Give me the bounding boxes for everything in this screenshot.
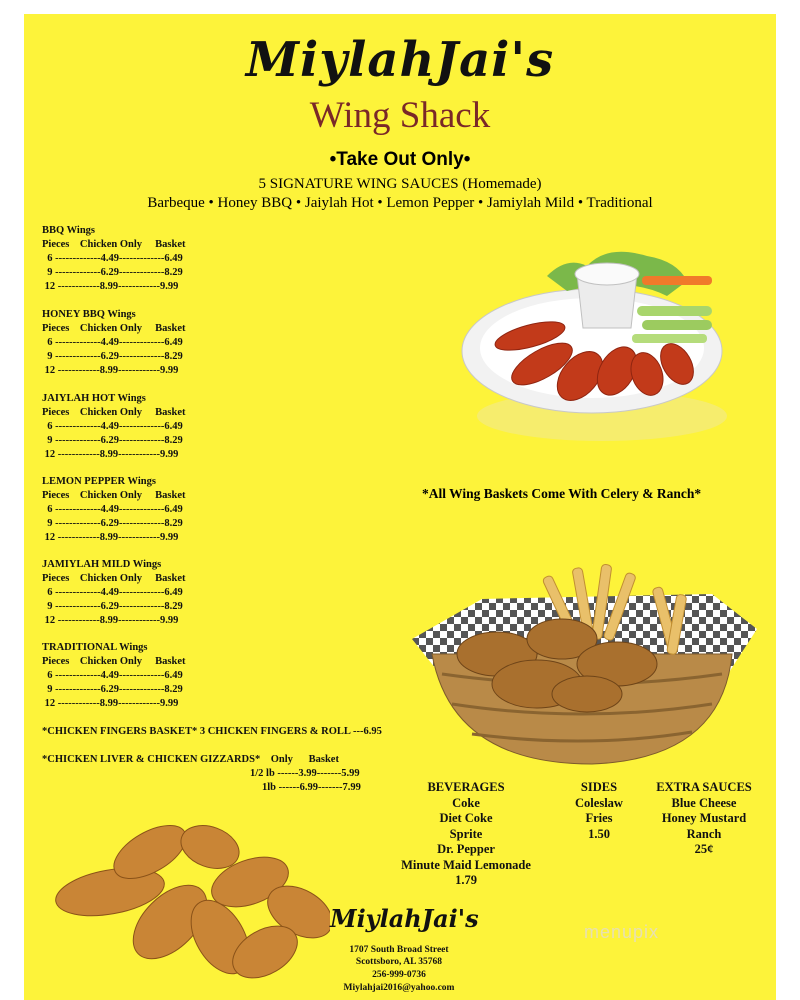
wing-section-bbq xyxy=(42,224,186,294)
extra-sauces-column xyxy=(646,780,762,858)
chicken-fingers-line: *CHICKEN FINGERS BASKET* 3 CHICKEN FINGERS & ROLL ---6.95 xyxy=(42,726,382,737)
wing-price-header: Pieces Chicken Only Basket xyxy=(42,573,186,584)
takeout-notice: •Take Out Only• xyxy=(329,149,471,170)
wing-price-row: 6 -------------4.49-------------6.49 xyxy=(42,670,183,681)
footer-city: Scottsboro, AL 35768 xyxy=(355,957,443,967)
beverage-item: Coke xyxy=(452,795,480,810)
sides-price: 1.50 xyxy=(588,826,610,841)
wing-section-lemon-pepper xyxy=(42,475,186,545)
wing-section-title: HONEY BBQ Wings xyxy=(42,309,136,320)
signature-sauces-list: Barbeque • Honey BBQ • Jaiylah Hot • Lemon Pepper • Jamiylah Mild • Traditional xyxy=(147,195,653,211)
wing-price-row: 12 ------------8.99------------9.99 xyxy=(42,365,179,376)
wing-price-header: Pieces Chicken Only Basket xyxy=(42,490,186,501)
wing-section-jaiylah-hot xyxy=(42,392,186,462)
wing-price-row: 12 ------------8.99------------9.99 xyxy=(42,698,179,709)
wing-price-row: 9 -------------6.29-------------8.29 xyxy=(42,601,183,612)
beverages-title: BEVERAGES xyxy=(427,780,505,794)
footer-email: Miylahjai2016@yahoo.com xyxy=(343,983,455,993)
beverages-column xyxy=(384,780,548,889)
wing-section-honey-bbq xyxy=(42,308,186,378)
wing-section-title: JAIYLAH HOT Wings xyxy=(42,393,146,404)
wing-price-header: Pieces Chicken Only Basket xyxy=(42,239,186,250)
wing-section-title: BBQ Wings xyxy=(42,225,96,236)
footer-address: 1707 South Broad Street xyxy=(349,945,449,955)
liver-gizzards-title: *CHICKEN LIVER & CHICKEN GIZZARDS* Only Basket xyxy=(42,754,339,765)
watermark: menupix xyxy=(584,922,660,942)
wing-section-jamiylah-mild xyxy=(42,558,186,628)
beverage-item: Minute Maid Lemonade xyxy=(401,857,531,872)
fried-wings-image xyxy=(50,802,330,992)
liver-price-row: 1/2 lb ------3.99-------5.99 xyxy=(250,768,360,779)
wing-section-traditional xyxy=(42,641,186,711)
wing-price-header: Pieces Chicken Only Basket xyxy=(42,323,186,334)
wing-price-row: 12 ------------8.99------------9.99 xyxy=(42,281,179,292)
wing-price-row: 9 -------------6.29-------------8.29 xyxy=(42,267,183,278)
side-item: Fries xyxy=(585,811,613,825)
restaurant-title: MiylahJai's xyxy=(245,32,555,88)
wing-price-row: 9 -------------6.29-------------8.29 xyxy=(42,518,183,529)
beverage-item: Diet Coke xyxy=(439,811,493,825)
wing-price-row: 6 -------------4.49-------------6.49 xyxy=(42,337,183,348)
wing-price-row: 6 -------------4.49-------------6.49 xyxy=(42,587,183,598)
wing-price-row: 12 ------------8.99------------9.99 xyxy=(42,449,179,460)
wing-price-header: Pieces Chicken Only Basket xyxy=(42,656,186,667)
footer-restaurant-name: MiylahJai's xyxy=(330,904,479,933)
liver-price-row: 1lb ------6.99-------7.99 xyxy=(262,782,361,793)
menu-page xyxy=(24,14,776,1000)
extra-sauce-item: Blue Cheese xyxy=(671,795,737,810)
extra-sauces-price: 25¢ xyxy=(694,842,714,856)
basket-note: *All Wing Baskets Come With Celery & Ranch* xyxy=(422,486,702,501)
wing-price-row: 9 -------------6.29-------------8.29 xyxy=(42,684,183,695)
wing-price-row: 12 ------------8.99------------9.99 xyxy=(42,615,179,626)
wing-price-row: 9 -------------6.29-------------8.29 xyxy=(42,435,183,446)
beverages-price: 1.79 xyxy=(455,873,477,887)
wing-section-title: JAMIYLAH MILD Wings xyxy=(42,559,162,570)
wing-price-row: 6 -------------4.49-------------6.49 xyxy=(42,253,183,264)
sides-column xyxy=(554,780,644,842)
footer-phone: 256-999-0736 xyxy=(372,970,426,980)
restaurant-subtitle: Wing Shack xyxy=(309,95,491,136)
extra-sauces-title: EXTRA SAUCES xyxy=(656,780,752,794)
beverage-item: Dr. Pepper xyxy=(437,842,495,856)
extra-sauce-item: Ranch xyxy=(686,826,722,841)
wing-price-row: 6 -------------4.49-------------6.49 xyxy=(42,421,183,432)
wing-price-row: 6 -------------4.49-------------6.49 xyxy=(42,504,183,515)
sides-title: SIDES xyxy=(580,780,618,794)
extra-sauce-item: Honey Mustard xyxy=(661,811,747,825)
wings-plate-image xyxy=(452,236,752,456)
wing-price-header: Pieces Chicken Only Basket xyxy=(42,407,186,418)
wing-price-row: 9 -------------6.29-------------8.29 xyxy=(42,351,183,362)
wing-price-row: 12 ------------8.99------------9.99 xyxy=(42,532,179,543)
side-item: Coleslaw xyxy=(575,795,623,810)
wing-section-title: LEMON PEPPER Wings xyxy=(42,476,156,487)
beverage-item: Sprite xyxy=(449,826,483,841)
wing-section-title: TRADITIONAL Wings xyxy=(42,642,148,653)
signature-sauces-title: 5 SIGNATURE WING SAUCES (Homemade) xyxy=(258,176,542,192)
wings-basket-image xyxy=(412,554,762,774)
